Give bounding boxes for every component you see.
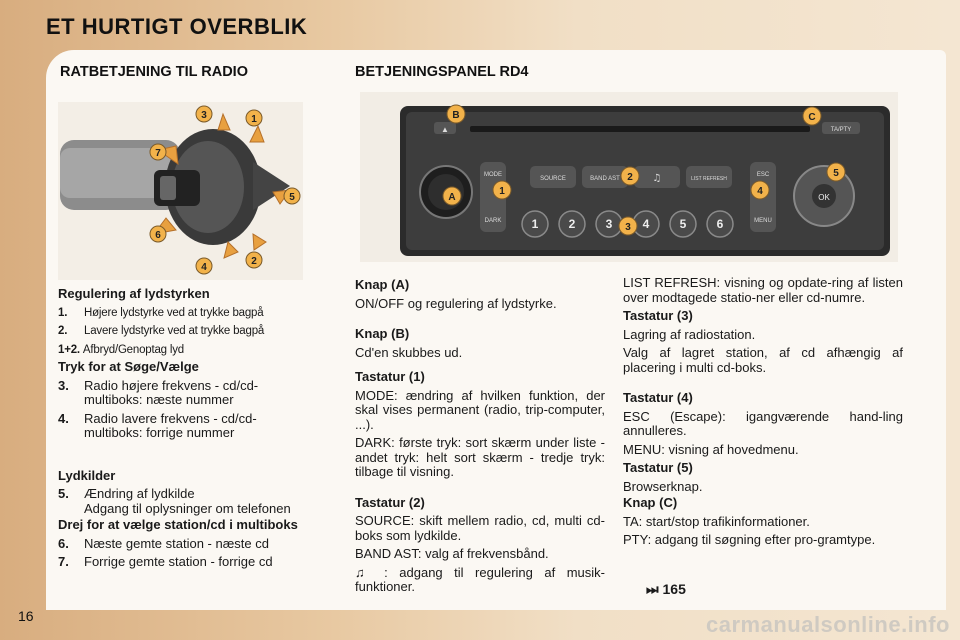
callout-A: A (448, 192, 456, 203)
sources-heading: Lydkilder (58, 467, 116, 483)
callout-3: 3 (625, 222, 631, 233)
watermark: carmanualsonline.info (706, 612, 950, 637)
svg-text:▲: ▲ (441, 125, 449, 134)
tastatur-1-dark: DARK: første tryk: sort skærm under liste - andet tryk: helt sort skærm - tredje tryk: tilbage til visning. (355, 435, 605, 479)
callout-4: 4 (201, 262, 207, 273)
ok-label: OK (818, 193, 830, 202)
tastatur-2-music: ♫ : adgang til regulering af musik-funktioner. (355, 564, 605, 594)
tastatur-5-heading: Tastatur (5) (623, 460, 693, 475)
knap-c-heading: Knap (C) (623, 495, 678, 510)
knap-c-pty: PTY: adgang til søgning efter pro-gramtype. (623, 532, 876, 547)
menu-label: MENU (754, 218, 772, 224)
station-heading: Drej for at vælge station/cd i multiboks (58, 517, 298, 532)
list-item: 7. Forrige gemte station - forrige cd (58, 554, 273, 569)
list-item: 4. Radio lavere frekvens - cd/cd-multiboks: forrige nummer (58, 410, 257, 440)
source-label: SOURCE (540, 176, 566, 182)
panel-text-column-1 (355, 276, 605, 595)
list-item: 1. Højere lydstyrke ved at trykke bagpå (58, 306, 264, 319)
page-title: ET HURTIGT OVERBLIK (46, 14, 308, 39)
callout-1: 1 (499, 186, 505, 197)
dark-label: DARK (484, 218, 502, 224)
tastatur-3-select: Valg af lagret station, af cd afhængig af placering i multi cd-boks. (623, 345, 903, 375)
steering-stalk-illustration (58, 102, 303, 280)
knap-b-text: Cd'en skubbes ud. (355, 344, 463, 360)
tastatur-1-mode: MODE: ændring af hvilken funktion, der skal vises permanent (radio, trip-computer, ...). (355, 387, 605, 432)
page-reference[interactable] (646, 582, 686, 598)
mode-label: MODE (484, 172, 502, 178)
tastatur-1-heading: Tastatur (1) (355, 369, 425, 384)
knap-b-heading: Knap (B) (355, 326, 410, 341)
preset-6: 6 (716, 217, 724, 231)
list-item: 5. Ændring af lydkilde Adgang til oplysninger om telefonen (58, 486, 291, 516)
list-refresh-text: LIST REFRESH: visning og opdate-ring af listen over modtagede statio-ner eller cd-numre. (623, 275, 903, 305)
list-refresh-label: LIST REFRESH (691, 176, 727, 182)
callout-6: 6 (155, 230, 161, 241)
callout-3: 3 (201, 110, 207, 121)
preset-2: 2 (568, 217, 576, 231)
list-item: 1+2. Afbryd/Genoptag lyd (58, 343, 184, 356)
tastatur-3-heading: Tastatur (3) (623, 308, 693, 323)
preset-5: 5 (679, 217, 687, 231)
band-ast-label: BAND AST (590, 176, 620, 182)
callout-2: 2 (627, 172, 633, 183)
esc-label: ESC (756, 172, 770, 178)
ta-pty-label: TA/PTY (830, 127, 852, 133)
tastatur-2-heading: Tastatur (2) (355, 494, 425, 510)
panel-text-column-2 (623, 276, 903, 548)
tastatur-5-text: Browserknap. (623, 478, 703, 494)
preset-1: 1 (531, 217, 539, 231)
callout-4: 4 (757, 186, 763, 197)
list-item: 6. Næste gemte station - næste cd (58, 535, 269, 551)
callout-C: C (808, 112, 816, 123)
skip-forward-icon: ⏭ (646, 582, 659, 598)
music-note-label: ♫ (652, 173, 662, 184)
callout-7: 7 (155, 148, 161, 159)
volume-heading: Regulering af lydstyrken (58, 286, 210, 301)
callout-1: 1 (251, 114, 257, 125)
tastatur-3-store: Lagring af radiostation. (623, 326, 756, 342)
preset-4: 4 (642, 217, 650, 231)
list-item: 3. Radio højere frekvens - cd/cd-multiboks: næste nummer (58, 377, 259, 407)
tastatur-2-band: BAND AST: valg af frekvensbånd. (355, 546, 549, 561)
callout-B: B (452, 110, 460, 121)
tastatur-4-heading: Tastatur (4) (623, 390, 693, 405)
preset-3: 3 (605, 217, 613, 231)
panel-heading: BETJENINGSPANEL RD4 (355, 64, 529, 80)
knap-a-text: ON/OFF og regulering af lydstyrke. (355, 295, 557, 311)
callout-2: 2 (251, 256, 257, 267)
callout-5: 5 (289, 192, 295, 203)
steering-controls-heading: RATBETJENING TIL RADIO (60, 64, 248, 80)
tastatur-4-menu: MENU: visning af hovedmenu. (623, 441, 799, 457)
callout-5: 5 (833, 168, 839, 179)
knap-a-heading: Knap (A) (355, 277, 410, 292)
page-reference-number: 165 (662, 581, 686, 597)
seek-heading: Tryk for at Søge/Vælge (58, 359, 199, 374)
tastatur-2-source: SOURCE: skift mellem radio, cd, multi cd-boks som lydkilde. (355, 513, 605, 543)
tastatur-4-esc: ESC (Escape): igangværende hand-ling annulleres. (623, 408, 903, 438)
knap-c-ta: TA: start/stop trafikinformationer. (623, 513, 810, 529)
page-number: 16 (18, 608, 34, 624)
radio-panel-illustration (360, 92, 898, 262)
list-item: 2. Lavere lydstyrke ved at trykke bagpå (58, 325, 265, 337)
steering-text-column (58, 285, 314, 570)
